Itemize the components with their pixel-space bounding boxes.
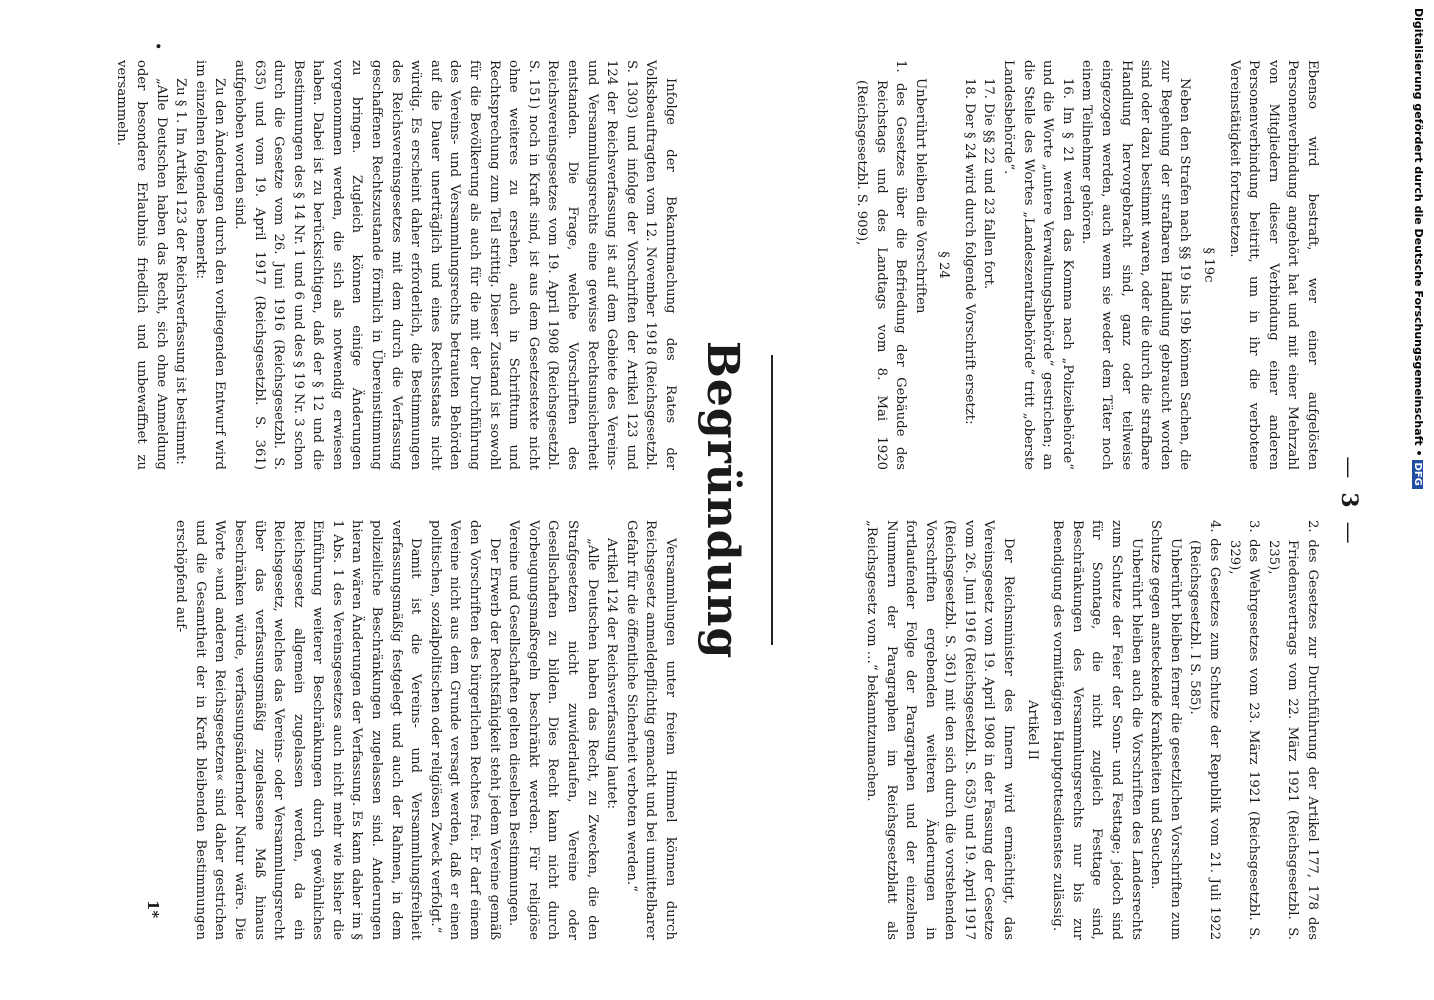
paragraph: 17. Die §§ 22 und 23 fallen fort.	[981, 78, 997, 290]
column-right-top	[861, 520, 1322, 940]
paragraph: Zu den Änderungen durch den vorliegenden Entwurf wird im einzelnen folgendes bemerkt:	[192, 60, 228, 470]
paragraph: 1. des Gesetzes über die Befriedung der Gebäude des Reichstags und des Landtags vom 8. Mai 1920 (Reichsgesetzbl. S. 909),	[853, 60, 909, 470]
paragraph: Infolge der Bekanntmachung des Rates der Volksbeauftragten vom 12. November 1918 (Reichsgesetzbl. S. 1303) und infolge der Vorschriften der Artikel 123 und 124 der Reichsverfassung ist auf dem Gebiete des Vereins- und Versammlungsrechts eine gewisse Rechtsunsicherheit entstanden. Die Frage, welche Vorschriften des Reichsvereinsgesetzes vom 19. April 1908 (Reichsgesetzbl. S. 151) noch in Kraft sind, ist aus dem Gesetzestexte nicht ohne weiteres zu ersehen, auch in Schrifttum und Rechtsprechung zum Teil strittig. Dieser Zustand ist sowohl für die Bevölkerung als auch für die mit der Durchführung des Vereins- und Versammlungsrechts betrauten Behörden auf die Dauer unerträglich und eines Rechtsstaats nicht würdig. Es erscheint daher erforderlich, die Bestimmungen des Reichsvereinsgesetzes mit dem durch die Verfassung geschaffenen Rechtszustande förmlich in Übereinstimmung zu bringen. Zugleich können einige Änderungen vorgenommen werden, die sich als notwendig erwiesen haben. Dabei ist zu berücksichtigen, daß der § 12 und die Bestimmungen des § 14 Nr. 1 und 6 und des § 19 Nr. 3 schon durch die Gesetze vom 26. Juni 1916 (Reichsgesetzbl. S. 635) und vom 19. April 1917 (Reichsgesetzbl. S. 361) aufgehoben worden sind.	[231, 60, 678, 470]
paragraph: Unberührt bleiben ferner die gesetzlichen Vorschriften zum Schutze gegen ansteckende Krankheiten und Seuchen.	[1148, 520, 1183, 940]
margin-mark: •	[149, 42, 165, 51]
paragraph: Neben den Strafen nach §§ 19 bis 19b können Sachen, die zur Begehung der strafbaren Handlung gebraucht worden sind oder dazu bestimmt waren, oder die durch die strafbare Handlung hervorgebracht sind, ganz oder teilweise eingezogen werden, auch wenn sie weder dem Täter noch einem Teilnehmer gehören.	[1079, 60, 1193, 470]
paragraph: Damit ist die Vereins- und Versammlungsfreiheit verfassungsmäßig festgelegt und auch der Rahmen, in dem polizeiliche Beschränkungen zugelassen sind. Anderungen hieran wären Änderungen der Verfassung. Es kann daher im § 1 Abs. 1 des Vereinsgesetzes auch nicht mehr wie bisher die Einführung weiterer Beschränkungen durch gewöhnliches Reichsgesetz allgemein zugelassen werden, da ein Reichsgesetz, welches das Vereins- oder Versammlungsrecht über das verfassungsmäßig zugelassene Maß hinaus beschränken würde, verfassungsändernder Natur wäre. Die Worte »und anderen Reichsgesetzen« sind daher gestrichen und die Gesamtheit der in Kraft bleibenden Bestimmungen erschöpfend auf-	[173, 520, 424, 940]
page-number-dash-right: —	[1336, 521, 1361, 544]
signature-mark: 1*	[144, 900, 162, 919]
paragraph: 16. Im § 21 werden das Komma nach „Polizeibehörde“ und die Worte „untere Verwaltungsbehörde“ gestrichen; an die Stelle des Wortes „Landeszentralbehörde“ tritt „oberste Landesbehörde“.	[1001, 60, 1075, 470]
paragraph: Artikel 124 der Reichsverfassung lautet:	[604, 538, 620, 810]
paragraph: Unberührt bleiben die Vorschriften	[912, 78, 928, 314]
paragraph: „Alle Deutschen haben das Recht, zu Zwecken, die den Strafgesetzen nicht zuwiderlaufen, Vereine oder Gesellschaften zu bilden. Dies Recht kann nicht durch Vorbeugungsmaßregeln beschränkt werden. Für religiöse Vereine und Gesellschaften gelten dieselben Bestimmungen.	[506, 520, 600, 940]
column-left-bottom	[112, 60, 680, 470]
paragraph: Versammlungen unter freiem Himmel können durch Reichsgesetz anmeldepflichtig gemacht und bei unmittelbarer Gefahr für die öffentliche Sicherheit verboten werden.“	[623, 520, 678, 940]
column-left-top	[851, 60, 1322, 470]
page-number-line	[1336, 0, 1362, 1000]
section-heading: Begründung	[697, 340, 748, 660]
column-right-bottom	[171, 520, 680, 940]
page-header	[1330, 0, 1370, 1000]
digitization-note-text: Digitalisierung gefördert durch die Deutsche Forschungsgemeinschaft •	[1412, 8, 1425, 457]
page-number: 3	[1336, 492, 1362, 508]
digitization-note	[1412, 8, 1425, 489]
paragraph: Zu § 1. Im Artikel 123 der Reichsverfassung ist bestimmt:	[173, 78, 189, 465]
section-label: Artikel II	[1024, 700, 1040, 760]
paragraph: 3. des Wehrgesetzes vom 23. März 1921 (Reichsgesetzbl. S. 329),	[1226, 520, 1262, 940]
paragraph: Der Reichsminister des Innern wird ermächtigt, das Vereinsgesetz vom 19. April 1908 in der Fassung der Gesetze vom 26. Juni 1916 (Reichsgesetzbl. S. 635) und 19. April 1917 (Reichsgesetzbl. S. 361) mit den sich durch die vorstehenden Vorschriften ergebenden weiteren Änderungen in fortlaufender Folge der Paragraphen und der einzelnen Nummern der Paragraphen im Reichsgesetzblatt als „Reichsgesetz vom …“ bekanntzumachen.	[863, 520, 1017, 940]
paragraph: Ebenso wird bestraft, wer einer aufgelösten Personenverbindung angehört hat und mit einer Mehrzahl von Mitgliedern dieser Verbindung einer anderen Personenverbindung beitritt, um in ihr die verbotene Vereinstätigkeit fortzusetzen.	[1226, 60, 1320, 470]
paragraph: Unberührt bleiben auch die Vorschriften des Landesrechts zum Schutze der Feier der Sonn- und Festtage; jedoch sind für Sonntage, die nicht zugleich Festtage sind, Beschränkungen des Versammlungsrechts nur bis zur Beendigung des vormittägigen Hauptgottesdienstes zulässig.	[1050, 520, 1144, 940]
paragraph: Der Erwerb der Rechtsfähigkeit steht jedem Vereine gemäß den Vorschriften des bürgerlichen Rechtes frei. Er darf einem Vereine nicht aus dem Grunde versagt werden, daß er einen politischen, sozialpolitischen oder religiösen Zweck verfolgt.“	[427, 520, 502, 940]
section-divider	[771, 355, 773, 645]
dfg-badge: DFG	[1412, 460, 1423, 489]
section-label: § 19c	[1201, 247, 1217, 283]
page-number-dash-left: —	[1336, 456, 1361, 479]
section-label: § 24	[936, 251, 952, 279]
paragraph: „Alle Deutschen haben das Recht, sich ohne Anmeldung oder besondere Erlaubnis friedlich und unbewaffnet zu versammeln.	[114, 60, 169, 470]
paragraph: 18. Der § 24 wird durch folgende Vorschrift ersetzt:	[961, 78, 977, 425]
paragraph: 2. des Gesetzes zur Durchführung der Artikel 177, 178 des Friedensvertrags vom 22. März 1921 (Reichsgesetzbl. S. 235),	[1265, 520, 1320, 940]
paragraph: 4. des Gesetzes zum Schutze der Republik vom 21. Juli 1922 (Reichsgesetzbl. I S. 585).	[1187, 520, 1223, 940]
